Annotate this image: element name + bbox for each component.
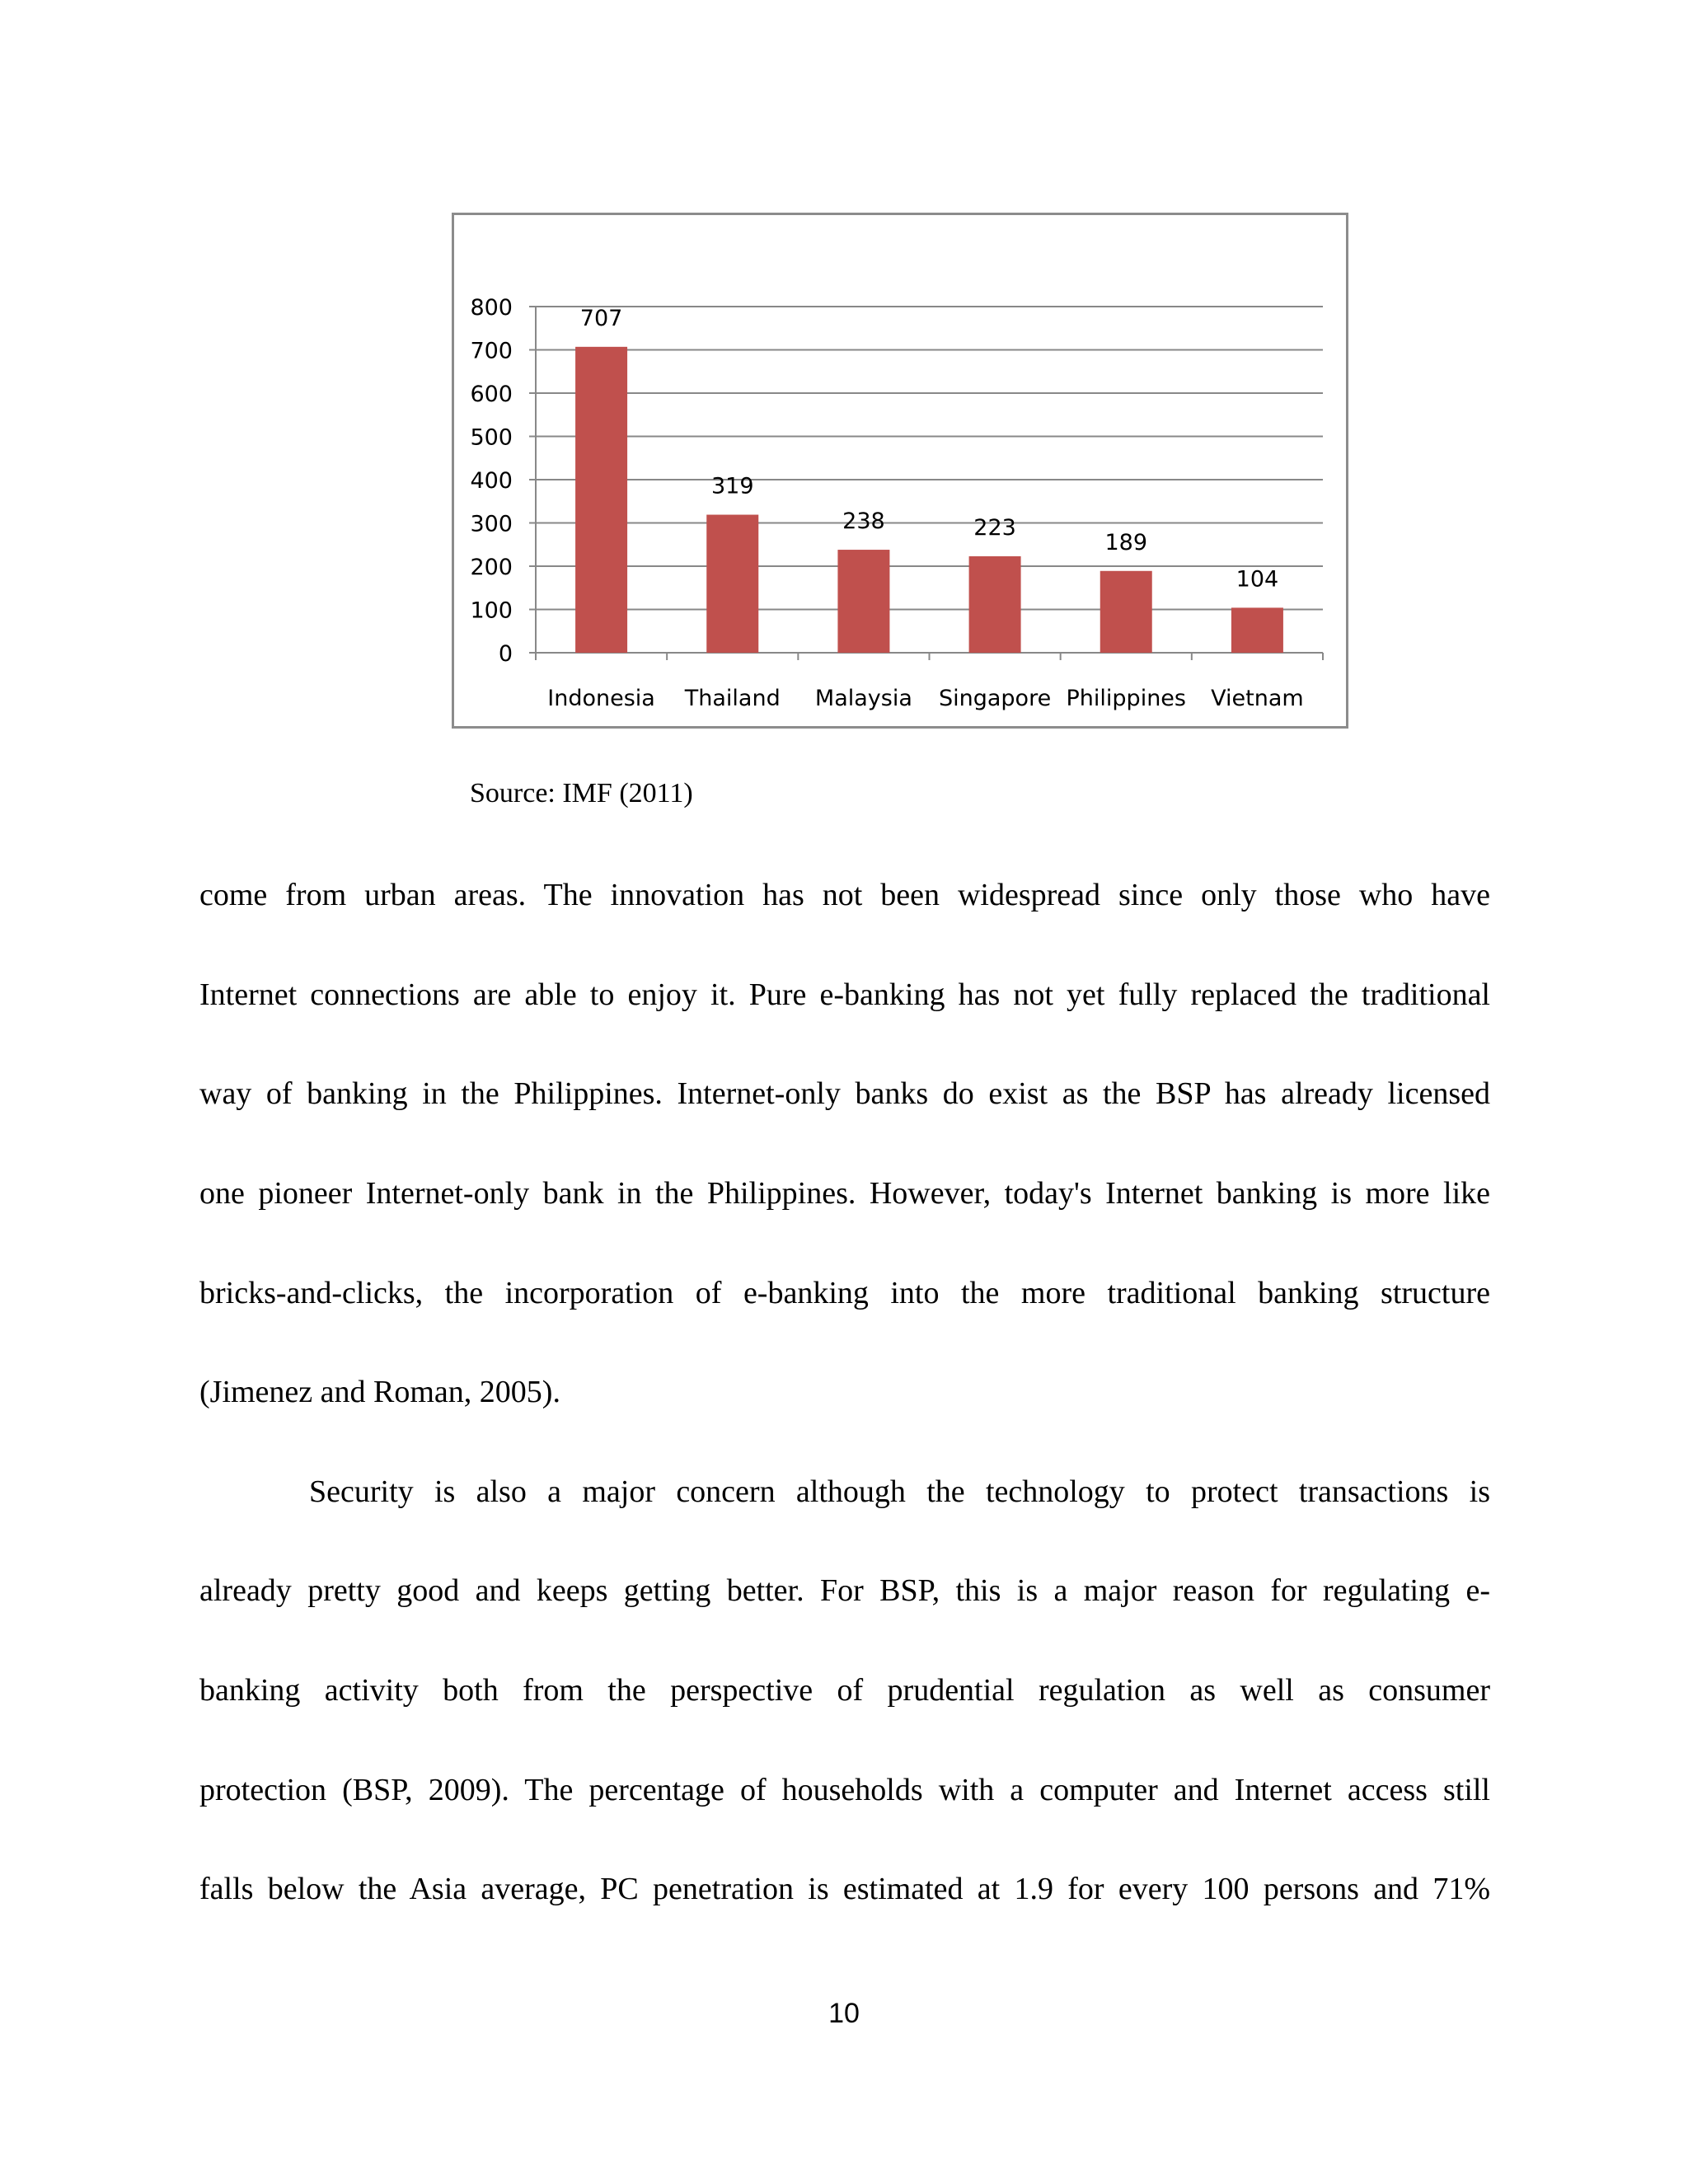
text-line: Security is also a major concern although the technology to protect transactions is (309, 1474, 1490, 1509)
data-label: 104 (1236, 566, 1279, 593)
text-line: bricks-and-clicks, the incorporation of e-banking into the more traditional banking structure (199, 1276, 1490, 1310)
y-tick-label: 500 (470, 424, 513, 451)
chart-source-caption: Source: IMF (2011) (470, 778, 693, 808)
data-label: 238 (842, 509, 885, 535)
text-line: banking activity both from the perspective of prudential regulation as well as consumer (199, 1673, 1490, 1708)
category-label: Philippines (1066, 686, 1186, 711)
page-number: 10 (828, 1998, 860, 2029)
bar (837, 550, 889, 653)
y-tick-label: 400 (470, 468, 513, 494)
bar (706, 515, 758, 653)
bar (1100, 571, 1152, 653)
bar (969, 556, 1021, 653)
category-label: Thailand (684, 686, 781, 711)
y-tick-label: 300 (470, 511, 513, 537)
category-label: Vietnam (1211, 686, 1304, 711)
bar (1231, 607, 1283, 653)
chart-canvas (454, 215, 1346, 726)
y-tick-label: 0 (498, 641, 513, 667)
bar (575, 347, 627, 653)
text-line: come from urban areas. The innovation has not been widespread since only those who have (199, 878, 1490, 912)
y-tick-label: 800 (470, 295, 513, 321)
text-line: protection (BSP, 2009). The percentage of households with a computer and Internet access still (199, 1773, 1490, 1807)
text-line: (Jimenez and Roman, 2005). (199, 1375, 560, 1409)
text-line: already pretty good and keeps getting better. For BSP, this is a major reason for regulating e- (199, 1573, 1490, 1608)
text-line: one pioneer Internet-only bank in the Philippines. However, today's Internet banking is more like (199, 1176, 1490, 1211)
data-label: 223 (973, 514, 1016, 541)
y-tick-label: 100 (470, 598, 513, 624)
category-label: Singapore (938, 686, 1052, 711)
bar-chart (452, 213, 1348, 729)
y-tick-label: 600 (470, 382, 513, 407)
text-line: falls below the Asia average, PC penetration is estimated at 1.9 for every 100 persons and 71% (199, 1872, 1490, 1906)
data-label: 707 (579, 305, 623, 331)
y-tick-label: 200 (470, 555, 513, 580)
category-label: Malaysia (814, 686, 912, 711)
category-label: Indonesia (547, 686, 655, 711)
data-label: 319 (710, 473, 754, 499)
data-label: 189 (1104, 529, 1148, 555)
y-tick-label: 700 (470, 338, 513, 364)
text-line: way of banking in the Philippines. Internet-only banks do exist as the BSP has already licensed (199, 1076, 1490, 1111)
text-line: Internet connections are able to enjoy it. Pure e-banking has not yet fully replaced the traditional (199, 977, 1490, 1012)
